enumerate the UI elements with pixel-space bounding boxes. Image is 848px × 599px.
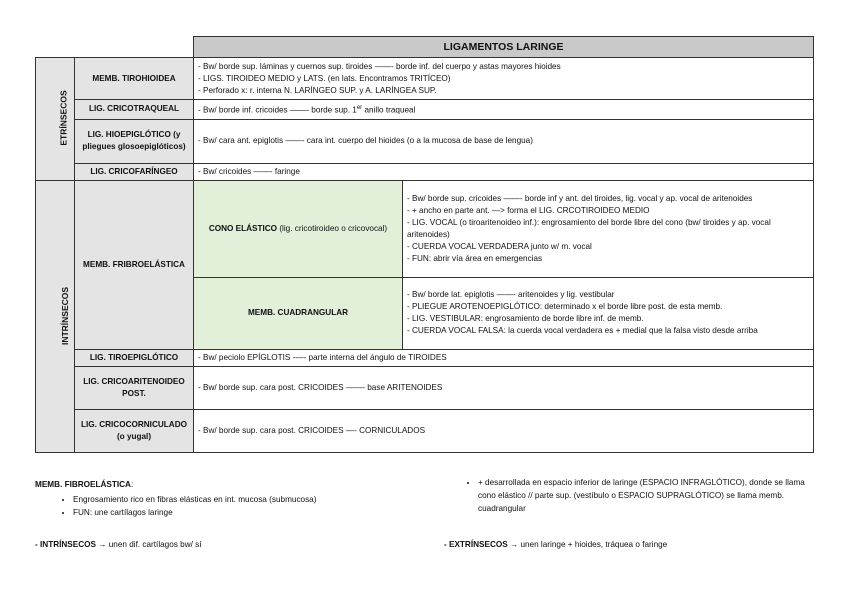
desc-line: - LIG. VOCAL (o tiroaritenoideo inf.): engrosamiento del borde libre del cono (bw/ tiroides y ap. vocal aritenoides) xyxy=(407,217,771,239)
desc-line: - CUERDA VOCAL VERDADERA junto w/ m. vocal xyxy=(407,241,592,251)
list-item: • + desarrollada en espacio inferior de laringe (ESPACIO INFRAGLÓTICO), donde se llama cono elástico // parte sup. (vestíbulo o ESPACIO SUPRAGLÓTICO) se llama memb. cuadrangular xyxy=(478,476,810,515)
memb-cuadrangular-cell xyxy=(194,277,403,349)
list-item: • FUN: une cartílagos laringe xyxy=(73,506,415,519)
group-intrinsecos xyxy=(36,180,75,452)
desc-line: - + ancho en parte ant. —> forma el LIG. CRCOTIROIDEO MEDIO xyxy=(407,205,650,215)
intrinsecos-label: - INTRÍNSECOS xyxy=(35,540,96,549)
desc-line: - Perforado x: r. interna N. LARÍNGEO SUP. y A. LARÍNGEA SUP. xyxy=(198,85,437,95)
row-name-cricoaritenoideo: LIG. CRICOARITENOIDEO POST. xyxy=(75,366,194,409)
desc-line: - Bw/ borde sup. láminas y cuernos sup. tiroides ——- borde inf. del cuerpo y astas mayores hioides xyxy=(198,61,561,71)
group-extrinsecos xyxy=(36,58,75,181)
desc-line: - CUERDA VOCAL FALSA: la cuerda vocal verdadera es + medial que la falsa visto desde arriba xyxy=(407,326,758,336)
extrinsecos-text: → unen laringe + hioides, tráquea o faringe xyxy=(507,540,668,549)
notes-intrinsecos xyxy=(35,538,202,551)
cono-elastico-desc xyxy=(403,180,814,277)
cono-elastico-note: (lig. cricotiroideo o cricovocal) xyxy=(277,223,388,233)
row-name-hioepiglotico: LIG. HIOEPIGLÓTICO (y pliegues glosoepiglóticos) xyxy=(75,119,194,163)
notes-right-list xyxy=(460,476,810,515)
row-desc-cricocorniculado: - Bw/ borde sup. cara post. CRICOIDES —- CORNICULADOS xyxy=(194,409,814,452)
desc-superscript: er xyxy=(356,105,363,111)
row-name-tirohioidea: MEMB. TIROHIOIDEA xyxy=(75,58,194,100)
group-intrinsecos-label: INTRÍNSECOS xyxy=(60,286,71,345)
desc-text-a: - Bw/ borde inf. cricoides ——- borde sup. 1 xyxy=(198,105,357,115)
extrinsecos-label: - EXTRÍNSECOS xyxy=(444,540,508,549)
cono-elastico-cell xyxy=(194,180,403,277)
desc-line: - FUN: abrir vía área en emergencias xyxy=(407,253,543,263)
notes-fibro-colon: : xyxy=(130,480,134,489)
row-name-fibroelastica: MEMB. FRIBROELÁSTICA xyxy=(75,180,194,349)
row-desc-hioepiglotico: - Bw/ cara ant. epiglotis ——- cara int. cuerpo del hioides (o a la mucosa de base de lengua) xyxy=(194,119,814,163)
cono-elastico-name: CONO ELÁSTICO xyxy=(208,223,278,233)
row-desc-cricoaritenoideo: - Bw/ borde sup. cara post. CRICOIDES ——- base ARITENOIDES xyxy=(194,366,814,409)
row-name-tiroepiglotico: LIG. TIROEPIGLÓTICO xyxy=(75,349,194,366)
intrinsecos-text: → unen dif. cartílagos bw/ sí xyxy=(95,540,202,549)
notes-fibro-list xyxy=(35,493,415,519)
desc-line: - Bw/ borde lat. epiglotis ——- aritenoides y lig. vestibular xyxy=(407,290,615,300)
desc-text-b: anillo traqueal xyxy=(362,105,416,115)
row-desc-tirohioidea xyxy=(194,58,814,100)
desc-line: - LIGS. TIROIDEO MEDIO y LATS. (en lats. Encontramos TRITÍCEO) xyxy=(198,73,451,83)
notes-right xyxy=(460,476,810,515)
group-extrinsecos-label: ETRÍNSECOS xyxy=(58,90,69,146)
row-desc-cricofaringeo: - Bw/ cricoides ——- faringe xyxy=(194,163,814,180)
row-name-cricocorniculado: LIG. CRICOCORNICULADO (o yugal) xyxy=(75,409,194,452)
desc-line: - Bw/ borde sup. cricoides ——- borde inf y ant. del tiroides, lig. vocal y ap. vocal de aritenoides xyxy=(407,193,753,203)
table-title: LIGAMENTOS LARINGE xyxy=(194,37,814,58)
row-desc-tiroepiglotico: - Bw/ peciolo EPÍGLOTIS -—- parte interna del ángulo de TIROIDES xyxy=(194,349,814,366)
desc-line: - LIG. VESTIBULAR: engrosamiento de borde libre inf. de memb. xyxy=(407,314,644,324)
notes-fibroelastica xyxy=(35,478,415,519)
memb-cuadrangular-name: MEMB. CUADRANGULAR xyxy=(247,308,349,318)
notes-extrinsecos xyxy=(444,538,667,551)
header-blank xyxy=(36,37,194,58)
notes-fibro-title: MEMB. FIBROELÁSTICA xyxy=(35,480,131,489)
row-desc-cricotraqueal xyxy=(194,100,814,120)
list-item: • Engrosamiento rico en fibras elásticas en int. mucosa (submucosa) xyxy=(73,493,415,506)
ligaments-table xyxy=(35,36,814,453)
memb-cuadrangular-desc xyxy=(403,277,814,349)
row-name-cricotraqueal: LIG. CRICOTRAQUEAL xyxy=(75,100,194,120)
desc-line: - PLIEGUE AROTENOEPIGLÓTICO: determinado x el borde libre post. de esta memb. xyxy=(407,302,723,312)
row-name-cricofaringeo: LIG. CRICOFARÍNGEO xyxy=(75,163,194,180)
